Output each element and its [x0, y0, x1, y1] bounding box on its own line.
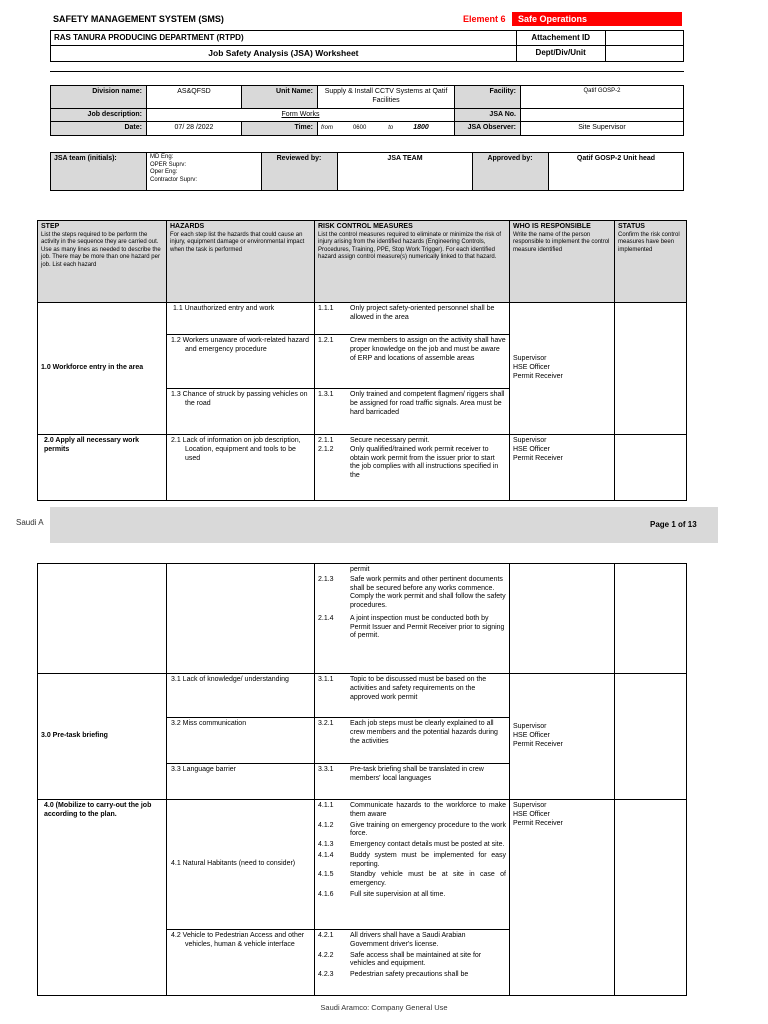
responsible: HSE Officer — [513, 732, 550, 740]
measure-number: 2.1.4 — [318, 614, 334, 622]
page-number — [650, 520, 697, 529]
measure-text: Each job steps must be clearly explained to all crew members and the potential hazards during the activities — [350, 720, 498, 745]
measure-text: Only project safety-oriented personnel shall be allowed in the area — [350, 305, 495, 321]
measure-cell — [315, 335, 510, 389]
who-3 — [510, 674, 615, 800]
measure-number: 2.1.2 — [318, 445, 334, 453]
time-value — [318, 122, 455, 136]
jsa-table-page1 — [37, 220, 687, 501]
facility-label: Facility: — [455, 86, 521, 109]
observer-label: JSA Observer: — [455, 122, 521, 136]
column-who — [510, 221, 615, 303]
table-row — [38, 435, 687, 501]
status-2-cont — [615, 564, 687, 674]
column-step-title: STEP — [41, 223, 60, 230]
table-row — [38, 564, 687, 674]
jsa-no-label: JSA No. — [455, 108, 521, 122]
time-from: 0600 — [352, 125, 367, 132]
hazard-4-2: 4.2 Vehicle to Pedestrian Access and other vehicles, human & vehicle interface — [167, 930, 315, 996]
measure-text: Only qualified/trained work permit receiver to obtain work permit from the issuer prior to start the job complies with all instructions specified in the — [350, 445, 499, 479]
responsible: Supervisor — [513, 437, 547, 444]
measure-text: A joint inspection must be conducted both by Permit Issuer and Permit Receiver prior to signing of permit. — [350, 614, 505, 640]
measure-number: 4.2.1 — [318, 932, 334, 939]
header-table — [50, 30, 684, 62]
column-hazards — [167, 221, 315, 303]
table-row — [38, 674, 687, 718]
measure-cell — [315, 718, 510, 764]
step-3: 3.0 Pre-task briefing — [38, 674, 167, 800]
unit-value: Supply & Install CCTV Systems at Qatif Facilities — [318, 86, 455, 109]
jsa-no-value — [521, 108, 684, 122]
element-name-badge: Safe Operations — [512, 12, 682, 26]
time-to-label: to — [388, 125, 394, 132]
measure-number: 4.1.5 — [318, 871, 334, 879]
hazard-2-cont — [167, 564, 315, 674]
measure-text: Crew members to assign on the activity shall have proper knowledge on the job and must be aware of ERP and locations of assemble areas — [350, 337, 506, 362]
measure-number: 3.3.1 — [318, 766, 334, 773]
column-hazards-desc: For each step list the hazards that could cause an injury, equipment damage or environmental impact when the task is performed — [170, 231, 305, 253]
measure-number: 4.1.6 — [318, 890, 334, 898]
responsible: Permit Receiver — [513, 740, 563, 748]
attachment-label: Attachement ID — [516, 31, 605, 46]
time-from-label: from — [321, 125, 333, 132]
status-4 — [615, 800, 687, 996]
measure-text: Full site supervision at all time. — [350, 890, 446, 898]
form-title: Job Safety Analysis (JSA) Worksheet — [51, 46, 517, 62]
page-current: 1 — [671, 520, 676, 529]
responsible: HSE Officer — [513, 810, 550, 818]
measure-text: Standby vehicle must be at site in case of emergency. — [350, 871, 506, 887]
who-2 — [510, 435, 615, 501]
column-risk-desc: List the control measures required to eliminate or minimize the risk of injury arising from the identified hazards (Engineering Controls, Procedures, Training, PPE, Stop Work Trigger). For each identified hazard assign control measure(s) numerically linked to that hazard. — [318, 231, 502, 261]
measure-number: 3.1.1 — [318, 676, 334, 683]
measure-cell — [315, 564, 510, 674]
facility-value: Qatif GOSP-2 — [521, 86, 684, 109]
page-of: of — [675, 520, 688, 529]
measure-cell — [315, 764, 510, 800]
step-2-cont — [38, 564, 167, 674]
column-status-title: STATUS — [618, 223, 645, 230]
measure-number: 4.1.3 — [318, 841, 334, 848]
team-members — [147, 153, 262, 191]
jobdesc-label: Job description: — [51, 108, 147, 122]
measure-number: 2.1.1 — [318, 437, 334, 444]
table-row — [38, 303, 687, 335]
measure-number: 4.1.4 — [318, 851, 334, 859]
column-step — [38, 221, 167, 303]
measure-text: Buddy system must be implemented for easy reporting. — [350, 851, 506, 868]
column-risk — [315, 221, 510, 303]
time-label: Time: — [242, 122, 318, 136]
measure-text: Give training on emergency procedure to the work force. — [350, 821, 506, 838]
reviewed-label: Reviewed by: — [262, 153, 338, 191]
dept-value — [605, 46, 684, 62]
measure-text: Communicate hazards to the workforce to make them aware — [350, 802, 506, 818]
measure-text: Topic to be discussed must be based on the activities and safety requirements on the approved work permit — [350, 676, 487, 701]
info-table — [50, 85, 684, 136]
measure-text: Emergency contact details must be posted at site. — [350, 841, 505, 848]
measure-cell — [315, 435, 510, 501]
date-value: 07/ 28 /2022 — [147, 122, 242, 136]
measure-text: Only trained and competent flagmen/ riggers shall be assigned for road traffic signals. Area must be hard barricaded — [350, 391, 505, 416]
measure-text: All drivers shall have a Saudi Arabian Government driver's license. — [350, 932, 466, 948]
measure-number: 1.3.1 — [318, 391, 334, 398]
status-2 — [615, 435, 687, 501]
measure-text: permit — [350, 566, 370, 573]
measure-text: Safe work permits and other pertinent documents shall be secured before any works commence. Comply the work permit and shall follow the safety procedures. — [350, 575, 506, 609]
responsible: Supervisor — [513, 802, 547, 809]
measure-text: Safe access shall be maintained at site for vehicles and equipment. — [350, 951, 482, 968]
measure-number: 4.1.2 — [318, 821, 334, 829]
unit-label: Unit Name: — [242, 86, 318, 109]
department-name: RAS TANURA PRODUCING DEPARTMENT (RTPD) — [51, 31, 517, 46]
footer-company: Saudi A — [16, 518, 44, 527]
hazard-4-1: 4.1 Natural Habitants (need to consider) — [167, 800, 315, 930]
header-divider — [50, 71, 684, 72]
approved-label: Approved by: — [473, 153, 549, 191]
attachment-value — [605, 31, 684, 46]
who-1 — [510, 303, 615, 435]
hazard-2-1: 2.1 Lack of information on job description, Location, equipment and tools to be used — [167, 435, 315, 501]
hazard-3-2: 3.2 Miss communication — [167, 718, 315, 764]
reviewed-value: JSA TEAM — [338, 153, 473, 191]
measure-number: 1.1.1 — [318, 305, 334, 312]
step-1: 1.0 Workforce entry in the area — [38, 303, 167, 435]
responsible: HSE Officer — [513, 364, 550, 372]
element-label: Element 6 — [463, 14, 506, 24]
status-3 — [615, 674, 687, 800]
measure-number: 1.2.1 — [318, 337, 334, 344]
responsible: HSE Officer — [513, 445, 550, 453]
hazard-3-3: 3.3 Language barrier — [167, 764, 315, 800]
responsible: Supervisor — [513, 355, 547, 363]
step-2: 2.0 Apply all necessary work permits — [38, 435, 167, 501]
classification-footer: Saudi Aramco: Company General Use — [320, 1003, 448, 1012]
status-1 — [615, 303, 687, 435]
page-prefix: Page — [650, 520, 672, 529]
jsa-table-page2 — [37, 563, 687, 996]
footer-band — [50, 507, 718, 543]
measure-cell — [315, 930, 510, 996]
team-member: Oper Eng: — [150, 169, 178, 175]
measure-cell — [315, 800, 510, 930]
hazard-1-1: 1.1 Unauthorized entry and work — [167, 303, 315, 335]
page-total: 13 — [687, 520, 697, 529]
column-status-desc: Confirm the risk control measures have been implemented — [618, 231, 680, 253]
responsible: Permit Receiver — [513, 819, 563, 827]
hazard-1-2: 1.2 Workers unaware of work-related hazard and emergency procedure — [167, 335, 315, 389]
measure-number: 4.2.3 — [318, 971, 334, 978]
observer-value: Site Supervisor — [521, 122, 684, 136]
measure-cell — [315, 389, 510, 435]
column-hazards-title: HAZARDS — [170, 223, 205, 230]
column-who-title: WHO IS RESPONSIBLE — [513, 223, 591, 230]
measure-number: 4.1.1 — [318, 802, 334, 809]
division-label: Division name: — [51, 86, 147, 109]
measure-number: 4.2.2 — [318, 951, 334, 959]
responsible: Permit Receiver — [513, 454, 563, 462]
responsible: Supervisor — [513, 723, 547, 731]
responsible: Permit Receiver — [513, 372, 563, 380]
team-label: JSA team (initials): — [51, 153, 147, 191]
measure-cell — [315, 303, 510, 335]
table-row — [38, 800, 687, 930]
measure-text: Secure necessary permit. — [350, 437, 430, 444]
measure-cell — [315, 674, 510, 718]
date-label: Date: — [51, 122, 147, 136]
team-member: OPER Suprv: — [150, 161, 187, 168]
hazard-1-3: 1.3 Chance of struck by passing vehicles on the road — [167, 389, 315, 435]
step-4: 4.0 (Mobilize to carry-out the job according to the plan. — [38, 800, 167, 996]
measure-number: 2.1.3 — [318, 575, 334, 583]
sms-title: SAFETY MANAGEMENT SYSTEM (SMS) — [53, 14, 224, 24]
team-member: MD Eng: — [150, 154, 174, 160]
column-status — [615, 221, 687, 303]
division-value: AS&QFSD — [147, 86, 242, 109]
measure-number: 3.2.1 — [318, 720, 334, 727]
team-member: Contractor Suprv: — [150, 176, 198, 183]
who-2-cont — [510, 564, 615, 674]
who-4 — [510, 800, 615, 996]
measure-text: Pre-task briefing shall be translated in crew members' local languages — [350, 766, 484, 782]
hazard-3-1: 3.1 Lack of knowledge/ understanding — [167, 674, 315, 718]
column-risk-title: RISK CONTROL MEASURES — [318, 223, 413, 230]
dept-label: Dept/Div/Unit — [516, 46, 605, 62]
column-who-desc: Write the name of the person responsible to implement the control measure identified — [513, 231, 610, 253]
time-to: 1800 — [413, 124, 429, 132]
column-step-desc: List the steps required to be perform the activity in the sequence they are carried out. Use as many lines as needed to describe the job. There may be more than one hazard per job. List each hazard — [41, 231, 161, 268]
approved-value: Qatif GOSP-2 Unit head — [549, 153, 684, 191]
jobdesc-value: Form Works — [147, 108, 455, 122]
team-table — [50, 152, 684, 191]
measure-text: Pedestrian safety precautions shall be — [350, 971, 469, 978]
